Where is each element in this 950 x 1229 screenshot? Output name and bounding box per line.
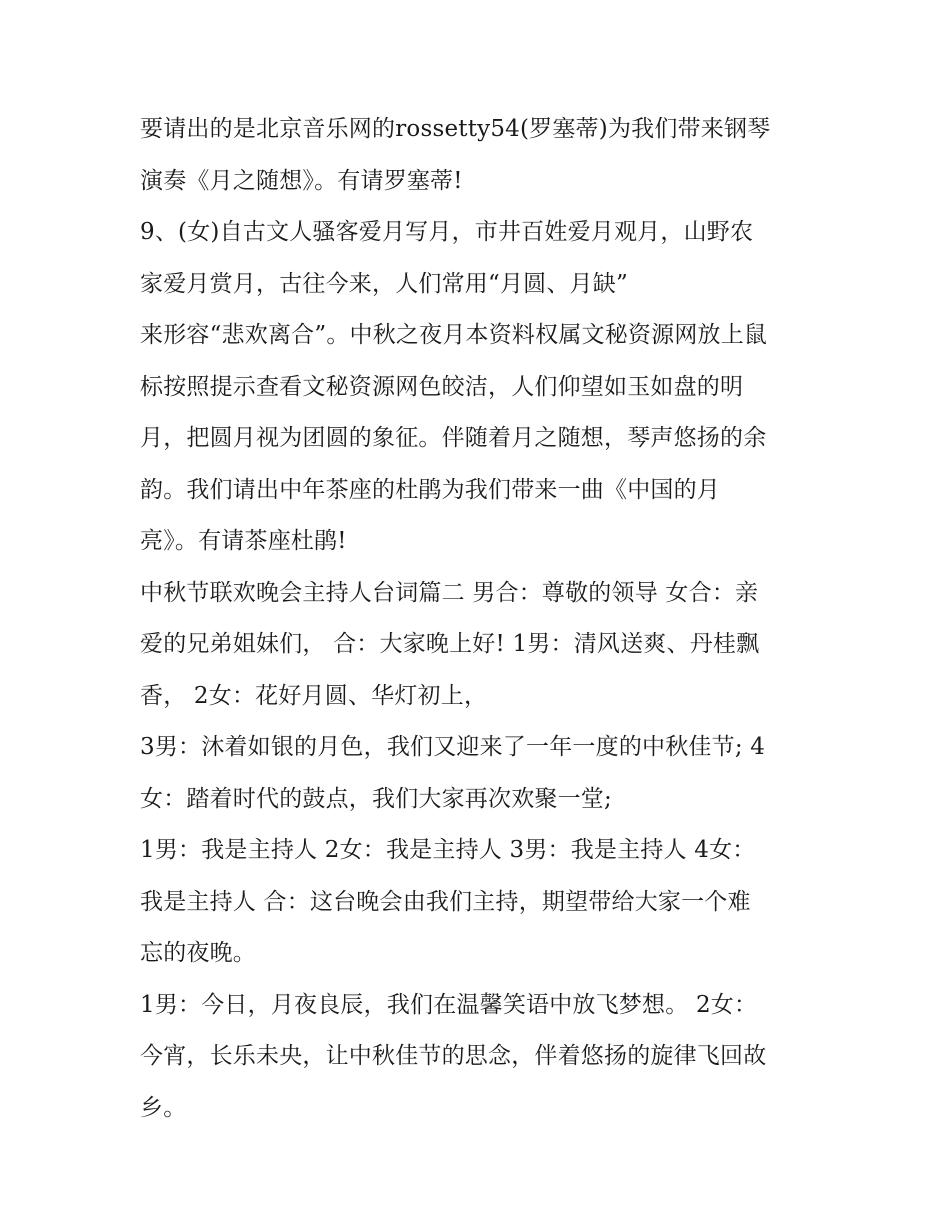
text-line-3: 9、(女)自古文人骚客爱月写月，市井百姓爱月观月，山野农	[140, 219, 754, 245]
text-line-16: 我是主持人 合：这台晚会由我们主持，期望带给大家一个难	[140, 888, 751, 915]
text-line-19: 今宵，长乐未央，让中秋佳节的思念，伴着悠扬的旋律飞回故	[140, 1043, 767, 1069]
text-line-6: 标按照提示查看文秘资源网色皎洁，人们仰望如玉如盘的明	[140, 373, 744, 400]
text-line-8: 韵。我们请出中年茶座的杜鹃为我们带来一曲《中国的月	[140, 476, 720, 503]
text-line-14: 女：踏着时代的鼓点，我们大家再次欢聚一堂;	[140, 785, 612, 812]
text-line-4: 家爱月赏月，古往今来，人们常用“月圆、月缺”	[140, 270, 628, 297]
text-line-10: 中秋节联欢晚会主持人台词篇二 男合：尊敬的领导 女合：亲	[140, 579, 759, 606]
text-line-18: 1男：今日，月夜良辰，我们在温馨笑语中放飞梦想。 2女：	[140, 991, 758, 1018]
text-line-13: 3男：沐着如银的月色，我们又迎来了一年一度的中秋佳节; 4	[140, 734, 766, 760]
text-line-1: 要请出的是北京音乐网的rossetty54(罗塞蒂)为我们带来钢琴	[140, 116, 771, 142]
text-line-5: 来形容“悲欢离合”。中秋之夜月本资料权属文秘资源网放上鼠	[140, 322, 768, 348]
text-line-11: 爱的兄弟姐妹们， 合：大家晚上好! 1男：清风送爽、丹桂飘	[140, 631, 760, 657]
text-line-2: 演奏《月之随想》。有请罗塞蒂!	[140, 167, 463, 194]
text-line-17: 忘的夜晚。	[140, 940, 256, 966]
document-body	[140, 104, 830, 1134]
text-line-20: 乡。	[140, 1094, 187, 1121]
text-line-15: 1男：我是主持人 2女：我是主持人 3男：我是主持人 4女：	[140, 837, 756, 863]
text-line-7: 月，把圆月视为团圆的象征。伴随着月之随想，琴声悠扬的余	[140, 425, 767, 451]
text-line-12: 香， 2女：花好月圆、华灯初上，	[140, 682, 488, 709]
text-line-9: 亮》。有请茶座杜鹃!	[140, 528, 347, 554]
